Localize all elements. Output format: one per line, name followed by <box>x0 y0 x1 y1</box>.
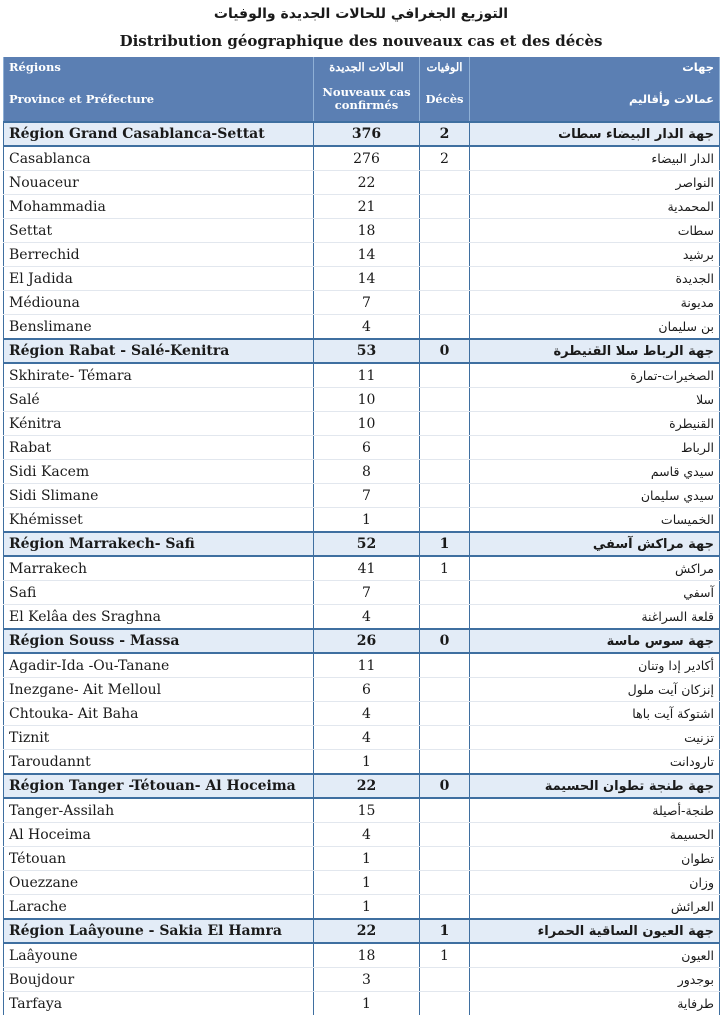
province-name-ar: مراكش <box>470 556 720 581</box>
region-name-ar: جهة سوس ماسة <box>470 629 720 653</box>
province-deaths <box>420 871 470 895</box>
province-deaths <box>420 388 470 412</box>
table-row <box>4 895 720 920</box>
province-name: El Kelâa des Sraghna <box>4 605 314 630</box>
province-name: Tiznit <box>4 726 314 750</box>
province-cases: 1 <box>314 750 420 775</box>
province-name: Agadir-Ida -Ou-Tanane <box>4 653 314 678</box>
region-name: Région Souss - Massa <box>4 629 314 653</box>
province-deaths <box>420 847 470 871</box>
province-name: Inezgane- Ait Melloul <box>4 678 314 702</box>
region-row <box>4 774 720 798</box>
region-row <box>4 629 720 653</box>
table-row <box>4 243 720 267</box>
province-deaths <box>420 581 470 605</box>
region-name: Région Marrakech- Safi <box>4 532 314 556</box>
region-deaths: 0 <box>420 629 470 653</box>
province-name: Casablanca <box>4 146 314 171</box>
table-row <box>4 798 720 823</box>
province-name: Nouaceur <box>4 171 314 195</box>
province-name-ar: تزنيت <box>470 726 720 750</box>
province-cases: 18 <box>314 219 420 243</box>
table-row <box>4 388 720 412</box>
province-deaths <box>420 484 470 508</box>
province-name: Chtouka- Ait Baha <box>4 702 314 726</box>
province-name: Safi <box>4 581 314 605</box>
province-deaths <box>420 291 470 315</box>
region-name: Région Grand Casablanca-Settat <box>4 122 314 146</box>
table-row <box>4 291 720 315</box>
table-row <box>4 943 720 968</box>
table-row <box>4 460 720 484</box>
table-row <box>4 436 720 460</box>
province-name-ar: سيدي قاسم <box>470 460 720 484</box>
province-cases: 276 <box>314 146 420 171</box>
province-name: Kénitra <box>4 412 314 436</box>
header-regions: Régions <box>4 57 314 77</box>
province-name: Al Hoceima <box>4 823 314 847</box>
province-name-ar: القنيطرة <box>470 412 720 436</box>
province-name: Mohammadia <box>4 195 314 219</box>
header-regions-ar: جهات <box>470 57 720 77</box>
province-cases: 1 <box>314 871 420 895</box>
province-cases: 22 <box>314 171 420 195</box>
region-deaths: 1 <box>420 919 470 943</box>
region-cases: 53 <box>314 339 420 363</box>
province-deaths <box>420 243 470 267</box>
table-row <box>4 581 720 605</box>
province-cases: 11 <box>314 653 420 678</box>
table-row <box>4 726 720 750</box>
table-row <box>4 871 720 895</box>
table-row <box>4 605 720 630</box>
province-name-ar: تارودانت <box>470 750 720 775</box>
province-name: Salé <box>4 388 314 412</box>
header-row-bottom <box>4 77 720 122</box>
province-name-ar: تطوان <box>470 847 720 871</box>
province-deaths <box>420 895 470 920</box>
province-name-ar: أكادير إدا وتنان <box>470 653 720 678</box>
province-name: Laâyoune <box>4 943 314 968</box>
province-deaths <box>420 823 470 847</box>
region-cases: 26 <box>314 629 420 653</box>
province-name: Settat <box>4 219 314 243</box>
region-deaths: 0 <box>420 339 470 363</box>
province-name: Khémisset <box>4 508 314 533</box>
table-row <box>4 484 720 508</box>
province-name: Tanger-Assilah <box>4 798 314 823</box>
province-name-ar: آسفي <box>470 581 720 605</box>
region-cases: 22 <box>314 774 420 798</box>
province-name-ar: الرباط <box>470 436 720 460</box>
province-name: El Jadida <box>4 267 314 291</box>
province-cases: 18 <box>314 943 420 968</box>
province-deaths <box>420 798 470 823</box>
region-row <box>4 339 720 363</box>
province-cases: 7 <box>314 291 420 315</box>
region-name-ar: جهة الرباط سلا القنيطرة <box>470 339 720 363</box>
province-name-ar: طنجة-أصيلة <box>470 798 720 823</box>
province-cases: 8 <box>314 460 420 484</box>
region-cases: 376 <box>314 122 420 146</box>
province-name: Médiouna <box>4 291 314 315</box>
province-name-ar: سيدي سليمان <box>470 484 720 508</box>
province-deaths <box>420 750 470 775</box>
province-name-ar: المحمدية <box>470 195 720 219</box>
header-row-top <box>4 57 720 77</box>
region-deaths: 0 <box>420 774 470 798</box>
region-name-ar: جهة طنجة تطوان الحسيمة <box>470 774 720 798</box>
province-deaths <box>420 171 470 195</box>
province-name-ar: سطات <box>470 219 720 243</box>
table-row <box>4 847 720 871</box>
province-name-ar: بوجدور <box>470 968 720 992</box>
province-name-ar: بن سليمان <box>470 315 720 340</box>
province-cases: 11 <box>314 363 420 388</box>
header-new-cases-ar: الحالات الجديدة <box>314 57 420 77</box>
province-deaths <box>420 678 470 702</box>
province-cases: 7 <box>314 581 420 605</box>
province-deaths <box>420 726 470 750</box>
header-province: Province et Préfecture <box>4 77 314 122</box>
table-row <box>4 219 720 243</box>
province-name-ar: الخميسات <box>470 508 720 533</box>
region-name-ar: جهة الدار البيضاء سطات <box>470 122 720 146</box>
province-name-ar: قلعة السراغنة <box>470 605 720 630</box>
province-cases: 6 <box>314 436 420 460</box>
province-deaths <box>420 460 470 484</box>
region-name-ar: جهة مراكش آسفي <box>470 532 720 556</box>
header-deaths: Décès <box>420 77 470 122</box>
province-cases: 1 <box>314 895 420 920</box>
cases-table <box>3 57 720 1015</box>
header-new-cases: Nouveaux cas confirmés <box>314 77 420 122</box>
region-name: Région Tanger -Tétouan- Al Hoceima <box>4 774 314 798</box>
province-cases: 4 <box>314 702 420 726</box>
province-name: Tarfaya <box>4 992 314 1015</box>
province-name-ar: الحسيمة <box>470 823 720 847</box>
province-name: Ouezzane <box>4 871 314 895</box>
province-name: Skhirate- Témara <box>4 363 314 388</box>
province-cases: 14 <box>314 267 420 291</box>
province-cases: 6 <box>314 678 420 702</box>
province-cases: 4 <box>314 726 420 750</box>
province-cases: 21 <box>314 195 420 219</box>
province-deaths <box>420 992 470 1015</box>
province-deaths <box>420 702 470 726</box>
table-row <box>4 195 720 219</box>
region-name: Région Laâyoune - Sakia El Hamra <box>4 919 314 943</box>
province-name: Rabat <box>4 436 314 460</box>
province-name-ar: العرائش <box>470 895 720 920</box>
region-name-ar: جهة العيون الساقية الحمراء <box>470 919 720 943</box>
province-name-ar: الدار البيضاء <box>470 146 720 171</box>
province-deaths <box>420 195 470 219</box>
province-name-ar: اشتوكة آيت باها <box>470 702 720 726</box>
province-cases: 1 <box>314 508 420 533</box>
table-row <box>4 653 720 678</box>
province-deaths <box>420 219 470 243</box>
province-name-ar: وزان <box>470 871 720 895</box>
table-row <box>4 363 720 388</box>
province-cases: 15 <box>314 798 420 823</box>
province-name-ar: الصخيرات-تمارة <box>470 363 720 388</box>
table-row <box>4 678 720 702</box>
province-name: Marrakech <box>4 556 314 581</box>
province-deaths <box>420 508 470 533</box>
province-name-ar: النواصر <box>470 171 720 195</box>
province-cases: 10 <box>314 388 420 412</box>
province-name-ar: طرفاية <box>470 992 720 1015</box>
header-province-ar: عمالات وأقاليم <box>470 77 720 122</box>
region-deaths: 1 <box>420 532 470 556</box>
province-name: Taroudannt <box>4 750 314 775</box>
province-deaths <box>420 968 470 992</box>
province-name: Benslimane <box>4 315 314 340</box>
table-row <box>4 315 720 340</box>
table-row <box>4 146 720 171</box>
province-cases: 4 <box>314 315 420 340</box>
table-row <box>4 992 720 1015</box>
table-row <box>4 702 720 726</box>
page-title-french: Distribution géographique des nouveaux cas et des décès <box>0 32 722 50</box>
table-row <box>4 267 720 291</box>
province-cases: 41 <box>314 556 420 581</box>
province-name: Sidi Kacem <box>4 460 314 484</box>
province-deaths: 1 <box>420 943 470 968</box>
province-name-ar: سلا <box>470 388 720 412</box>
region-cases: 22 <box>314 919 420 943</box>
province-deaths <box>420 412 470 436</box>
province-cases: 10 <box>314 412 420 436</box>
province-name: Boujdour <box>4 968 314 992</box>
province-cases: 4 <box>314 823 420 847</box>
table-row <box>4 171 720 195</box>
province-cases: 3 <box>314 968 420 992</box>
region-row <box>4 122 720 146</box>
province-cases: 1 <box>314 992 420 1015</box>
province-cases: 4 <box>314 605 420 630</box>
province-name-ar: إنزكان آيت ملول <box>470 678 720 702</box>
province-name: Larache <box>4 895 314 920</box>
region-row <box>4 532 720 556</box>
province-name: Tétouan <box>4 847 314 871</box>
table-row <box>4 508 720 533</box>
table-row <box>4 412 720 436</box>
province-deaths <box>420 363 470 388</box>
province-deaths <box>420 315 470 340</box>
page-title-arabic: التوزيع الجغرافي للحالات الجديدة والوفيات <box>0 6 722 22</box>
table-row <box>4 823 720 847</box>
region-name: Région Rabat - Salé-Kenitra <box>4 339 314 363</box>
province-name: Sidi Slimane <box>4 484 314 508</box>
province-name-ar: الجديدة <box>470 267 720 291</box>
province-deaths: 2 <box>420 146 470 171</box>
province-deaths <box>420 436 470 460</box>
table-row <box>4 750 720 775</box>
header-deaths-ar: الوفيات <box>420 57 470 77</box>
province-cases: 1 <box>314 847 420 871</box>
region-row <box>4 919 720 943</box>
table-row <box>4 556 720 581</box>
province-deaths <box>420 605 470 630</box>
province-cases: 14 <box>314 243 420 267</box>
province-deaths <box>420 653 470 678</box>
province-deaths: 1 <box>420 556 470 581</box>
province-cases: 7 <box>314 484 420 508</box>
region-cases: 52 <box>314 532 420 556</box>
province-name-ar: العيون <box>470 943 720 968</box>
province-name: Berrechid <box>4 243 314 267</box>
province-name-ar: برشيد <box>470 243 720 267</box>
province-deaths <box>420 267 470 291</box>
table-row <box>4 968 720 992</box>
province-name-ar: مديونة <box>470 291 720 315</box>
region-deaths: 2 <box>420 122 470 146</box>
